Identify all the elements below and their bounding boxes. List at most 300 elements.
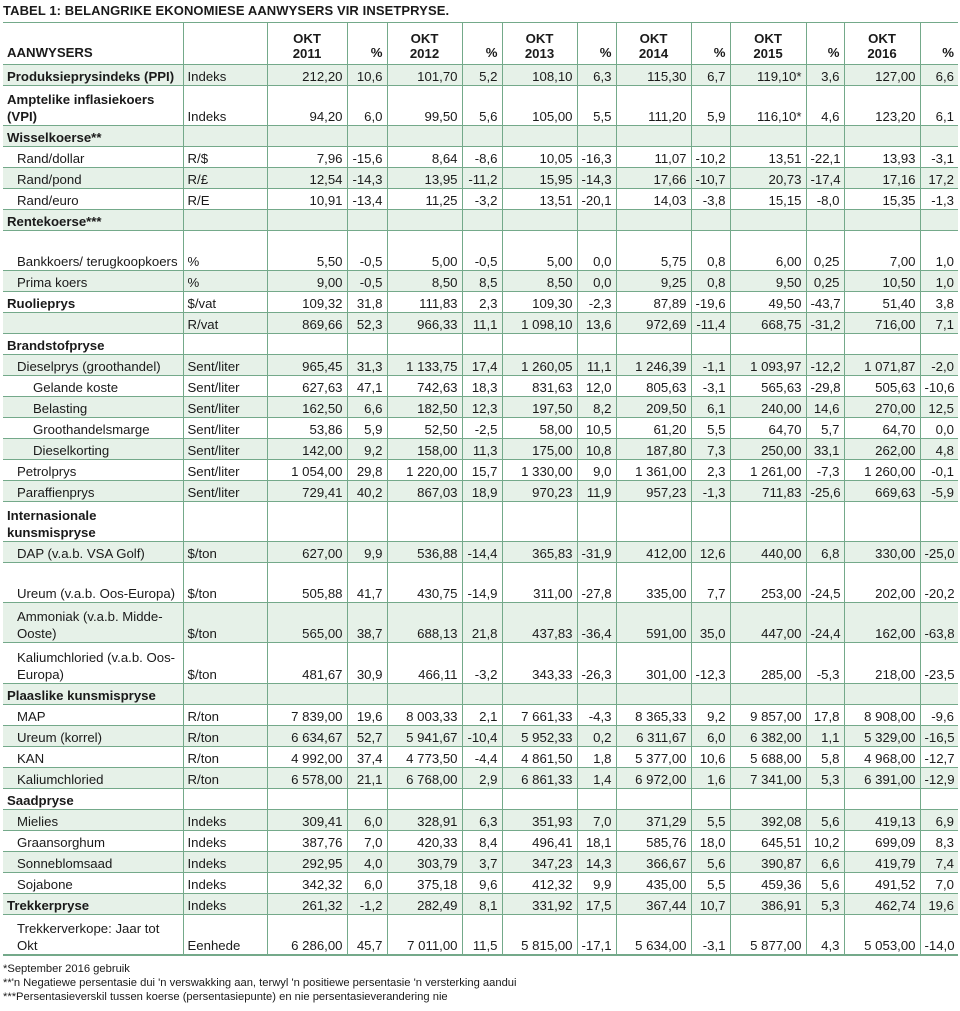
document: [3, 0, 957, 1004]
percent-cell: 8,2: [577, 397, 616, 418]
percent-cell: -0,5: [347, 271, 387, 292]
value-cell: 61,20: [616, 418, 691, 439]
percent-cell: 9,2: [691, 705, 730, 726]
percent-cell: 1,4: [577, 768, 616, 789]
percent-cell: -2,3: [577, 292, 616, 313]
header-year-value: 2012: [409, 46, 440, 61]
percent-cell: -10,6: [920, 376, 958, 397]
value-cell: 309,41: [267, 810, 347, 831]
percent-cell: 7,0: [347, 831, 387, 852]
percent-cell: [920, 334, 958, 355]
percent-cell: 4,0: [347, 852, 387, 873]
value-cell: 1 133,75: [387, 355, 462, 376]
row-unit: $/vat: [183, 292, 267, 313]
value-cell: 970,23: [502, 481, 577, 502]
row-unit: [183, 126, 267, 147]
value-cell: [616, 684, 691, 705]
value-cell: 645,51: [730, 831, 806, 852]
row-unit: Sent/liter: [183, 439, 267, 460]
value-cell: 805,63: [616, 376, 691, 397]
value-cell: 5 688,00: [730, 747, 806, 768]
row-unit: Sent/liter: [183, 397, 267, 418]
percent-cell: -12,9: [920, 768, 958, 789]
row-label: Trekkerpryse: [3, 894, 183, 915]
row-label: Kaliumchloried (v.a.b. Oos-Europa): [3, 643, 183, 684]
percent-cell: -8,0: [806, 189, 844, 210]
value-cell: [267, 210, 347, 231]
value-cell: [616, 210, 691, 231]
value-cell: 7 341,00: [730, 768, 806, 789]
value-cell: 182,50: [387, 397, 462, 418]
value-cell: [844, 684, 920, 705]
value-cell: 466,11: [387, 643, 462, 684]
percent-cell: [462, 684, 502, 705]
percent-cell: -25,0: [920, 542, 958, 563]
value-cell: 742,63: [387, 376, 462, 397]
value-cell: 116,10*: [730, 86, 806, 126]
value-cell: 11,07: [616, 147, 691, 168]
row-unit: $/ton: [183, 643, 267, 684]
percent-cell: 6,8: [806, 542, 844, 563]
table-row: [3, 894, 958, 915]
value-cell: 162,50: [267, 397, 347, 418]
row-label: Internasionale kunsmispryse: [3, 502, 183, 542]
value-cell: 387,76: [267, 831, 347, 852]
percent-cell: 0,0: [920, 418, 958, 439]
percent-cell: -19,6: [691, 292, 730, 313]
value-cell: 365,83: [502, 542, 577, 563]
header-percent: %: [691, 23, 730, 65]
table-row: [3, 643, 958, 684]
value-cell: [502, 789, 577, 810]
percent-cell: 3,6: [806, 65, 844, 86]
header-unit: [183, 23, 267, 65]
percent-cell: 4,8: [920, 439, 958, 460]
percent-cell: 2,3: [462, 292, 502, 313]
value-cell: 4 968,00: [844, 747, 920, 768]
percent-cell: -8,6: [462, 147, 502, 168]
table-row: [3, 231, 958, 271]
percent-cell: [806, 502, 844, 542]
table-row: [3, 831, 958, 852]
percent-cell: 5,3: [806, 894, 844, 915]
value-cell: 6 391,00: [844, 768, 920, 789]
value-cell: 351,93: [502, 810, 577, 831]
value-cell: 5,00: [387, 231, 462, 271]
value-cell: 311,00: [502, 563, 577, 603]
value-cell: 119,10*: [730, 65, 806, 86]
header-year-label: OKT: [525, 31, 554, 46]
value-cell: 5 941,67: [387, 726, 462, 747]
value-cell: 202,00: [844, 563, 920, 603]
value-cell: 51,40: [844, 292, 920, 313]
percent-cell: [347, 502, 387, 542]
percent-cell: -63,8: [920, 603, 958, 643]
percent-cell: 5,6: [806, 810, 844, 831]
percent-cell: 12,3: [462, 397, 502, 418]
percent-cell: [691, 684, 730, 705]
value-cell: 688,13: [387, 603, 462, 643]
value-cell: 4 773,50: [387, 747, 462, 768]
value-cell: 15,95: [502, 168, 577, 189]
percent-cell: 47,1: [347, 376, 387, 397]
value-cell: 729,41: [267, 481, 347, 502]
percent-cell: 31,3: [347, 355, 387, 376]
value-cell: 5 634,00: [616, 915, 691, 956]
value-cell: [387, 502, 462, 542]
row-label: Rand/pond: [3, 168, 183, 189]
percent-cell: -12,2: [806, 355, 844, 376]
row-label: Belasting: [3, 397, 183, 418]
value-cell: 262,00: [844, 439, 920, 460]
percent-cell: 6,0: [347, 86, 387, 126]
value-cell: 591,00: [616, 603, 691, 643]
percent-cell: [920, 502, 958, 542]
value-cell: 13,93: [844, 147, 920, 168]
percent-cell: 10,2: [806, 831, 844, 852]
row-unit: $/ton: [183, 603, 267, 643]
value-cell: 335,00: [616, 563, 691, 603]
percent-cell: 19,6: [347, 705, 387, 726]
percent-cell: 6,6: [347, 397, 387, 418]
value-cell: 1 330,00: [502, 460, 577, 481]
table-row: [3, 810, 958, 831]
percent-cell: 0,8: [691, 271, 730, 292]
percent-cell: 6,0: [347, 810, 387, 831]
header-year-label: OKT: [639, 31, 668, 46]
header-row: [3, 23, 958, 65]
row-unit: R/£: [183, 168, 267, 189]
value-cell: 99,50: [387, 86, 462, 126]
row-unit: [183, 210, 267, 231]
footnote: *September 2016 gebruik: [3, 963, 130, 975]
value-cell: 6 634,67: [267, 726, 347, 747]
row-unit: [183, 334, 267, 355]
value-cell: [730, 502, 806, 542]
percent-cell: 6,0: [691, 726, 730, 747]
value-cell: 7,96: [267, 147, 347, 168]
value-cell: 87,89: [616, 292, 691, 313]
percent-cell: 18,9: [462, 481, 502, 502]
percent-cell: 7,0: [577, 810, 616, 831]
header-percent: %: [577, 23, 616, 65]
value-cell: 158,00: [387, 439, 462, 460]
percent-cell: 38,7: [347, 603, 387, 643]
value-cell: 6 578,00: [267, 768, 347, 789]
value-cell: 430,75: [387, 563, 462, 603]
percent-cell: 1,8: [577, 747, 616, 768]
row-unit: Indeks: [183, 852, 267, 873]
value-cell: 52,50: [387, 418, 462, 439]
percent-cell: 0,8: [691, 231, 730, 271]
value-cell: [267, 684, 347, 705]
row-label: Plaaslike kunsmispryse: [3, 684, 183, 705]
value-cell: 13,51: [502, 189, 577, 210]
value-cell: 481,67: [267, 643, 347, 684]
percent-cell: 17,8: [806, 705, 844, 726]
percent-cell: [347, 126, 387, 147]
percent-cell: 6,3: [462, 810, 502, 831]
percent-cell: 14,6: [806, 397, 844, 418]
percent-cell: -17,4: [806, 168, 844, 189]
value-cell: 371,29: [616, 810, 691, 831]
percent-cell: [347, 789, 387, 810]
percent-cell: 11,3: [462, 439, 502, 460]
value-cell: 5 053,00: [844, 915, 920, 956]
percent-cell: 8,1: [462, 894, 502, 915]
value-cell: [387, 334, 462, 355]
value-cell: [844, 210, 920, 231]
value-cell: 419,79: [844, 852, 920, 873]
value-cell: 386,91: [730, 894, 806, 915]
value-cell: 1 361,00: [616, 460, 691, 481]
value-cell: 301,00: [616, 643, 691, 684]
value-cell: 8,64: [387, 147, 462, 168]
percent-cell: 12,0: [577, 376, 616, 397]
row-label: Paraffienprys: [3, 481, 183, 502]
value-cell: 1 246,39: [616, 355, 691, 376]
value-cell: 111,20: [616, 86, 691, 126]
value-cell: [502, 210, 577, 231]
value-cell: 505,88: [267, 563, 347, 603]
value-cell: 127,00: [844, 65, 920, 86]
row-label: MAP: [3, 705, 183, 726]
percent-cell: 7,4: [920, 852, 958, 873]
row-unit: R/ton: [183, 705, 267, 726]
percent-cell: 13,6: [577, 313, 616, 334]
percent-cell: -29,8: [806, 376, 844, 397]
footnote: ***Persentasieverskil tussen koerse (persentasiepunte) en nie persentasieverandering nie: [3, 991, 448, 1003]
value-cell: 49,50: [730, 292, 806, 313]
percent-cell: -0,1: [920, 460, 958, 481]
row-unit: Eenhede: [183, 915, 267, 956]
percent-cell: -24,4: [806, 603, 844, 643]
row-label: Rentekoerse***: [3, 210, 183, 231]
percent-cell: 5,7: [806, 418, 844, 439]
value-cell: 285,00: [730, 643, 806, 684]
row-unit: Sent/liter: [183, 481, 267, 502]
percent-cell: 1,0: [920, 271, 958, 292]
row-unit: R/E: [183, 189, 267, 210]
row-unit: Indeks: [183, 810, 267, 831]
table-row: [3, 789, 958, 810]
value-cell: 412,32: [502, 873, 577, 894]
table-row: [3, 86, 958, 126]
percent-cell: 17,5: [577, 894, 616, 915]
row-unit: Sent/liter: [183, 355, 267, 376]
percent-cell: 6,1: [691, 397, 730, 418]
row-label: Dieselkorting: [3, 439, 183, 460]
percent-cell: -10,2: [691, 147, 730, 168]
value-cell: 6 382,00: [730, 726, 806, 747]
percent-cell: -3,2: [462, 643, 502, 684]
value-cell: 669,63: [844, 481, 920, 502]
percent-cell: [806, 789, 844, 810]
value-cell: 5,50: [267, 231, 347, 271]
header-year: [502, 23, 577, 65]
table-row: [3, 168, 958, 189]
row-label: Wisselkoerse**: [3, 126, 183, 147]
value-cell: 627,63: [267, 376, 347, 397]
percent-cell: [577, 334, 616, 355]
percent-cell: -10,4: [462, 726, 502, 747]
header-year-value: 2013: [524, 46, 555, 61]
value-cell: 1 260,05: [502, 355, 577, 376]
value-cell: 187,80: [616, 439, 691, 460]
header-year: [267, 23, 347, 65]
percent-cell: 11,1: [462, 313, 502, 334]
percent-cell: [691, 502, 730, 542]
percent-cell: -10,7: [691, 168, 730, 189]
value-cell: 6,00: [730, 231, 806, 271]
table-row: [3, 292, 958, 313]
table-row: [3, 563, 958, 603]
percent-cell: [462, 334, 502, 355]
percent-cell: [806, 210, 844, 231]
percent-cell: [462, 789, 502, 810]
percent-cell: -43,7: [806, 292, 844, 313]
row-unit: Sent/liter: [183, 418, 267, 439]
row-label: Rand/euro: [3, 189, 183, 210]
value-cell: 53,86: [267, 418, 347, 439]
percent-cell: -12,3: [691, 643, 730, 684]
table-row: [3, 684, 958, 705]
value-cell: 209,50: [616, 397, 691, 418]
header-percent: %: [462, 23, 502, 65]
percent-cell: 6,0: [347, 873, 387, 894]
row-label: Ruolieprys: [3, 292, 183, 313]
value-cell: 13,95: [387, 168, 462, 189]
row-label: Kaliumchloried: [3, 768, 183, 789]
percent-cell: [806, 684, 844, 705]
value-cell: [267, 334, 347, 355]
value-cell: 440,00: [730, 542, 806, 563]
footnotes: [3, 962, 957, 1004]
percent-cell: -4,4: [462, 747, 502, 768]
percent-cell: 11,5: [462, 915, 502, 956]
value-cell: 957,23: [616, 481, 691, 502]
value-cell: 668,75: [730, 313, 806, 334]
table-row: [3, 397, 958, 418]
percent-cell: -27,8: [577, 563, 616, 603]
table-row: [3, 747, 958, 768]
percent-cell: -3,1: [920, 147, 958, 168]
value-cell: 435,00: [616, 873, 691, 894]
value-cell: 17,66: [616, 168, 691, 189]
percent-cell: [920, 210, 958, 231]
value-cell: 253,00: [730, 563, 806, 603]
percent-cell: -20,2: [920, 563, 958, 603]
percent-cell: -1,3: [691, 481, 730, 502]
value-cell: 10,91: [267, 189, 347, 210]
value-cell: 250,00: [730, 439, 806, 460]
percent-cell: 7,0: [920, 873, 958, 894]
value-cell: [730, 789, 806, 810]
table-row: [3, 334, 958, 355]
value-cell: 109,32: [267, 292, 347, 313]
row-label: Brandstofpryse: [3, 334, 183, 355]
value-cell: 175,00: [502, 439, 577, 460]
percent-cell: 0,0: [577, 271, 616, 292]
value-cell: 392,08: [730, 810, 806, 831]
value-cell: 447,00: [730, 603, 806, 643]
percent-cell: 5,2: [462, 65, 502, 86]
percent-cell: -16,3: [577, 147, 616, 168]
percent-cell: 33,1: [806, 439, 844, 460]
table-row: [3, 481, 958, 502]
percent-cell: [691, 334, 730, 355]
row-unit: Indeks: [183, 831, 267, 852]
value-cell: [730, 210, 806, 231]
value-cell: 64,70: [844, 418, 920, 439]
header-year-label: OKT: [293, 31, 321, 46]
percent-cell: -23,5: [920, 643, 958, 684]
value-cell: 375,18: [387, 873, 462, 894]
row-label: Amptelike inflasiekoers (VPI): [3, 86, 183, 126]
row-unit: [183, 789, 267, 810]
header-year-value: 2014: [638, 46, 669, 61]
table-row: [3, 502, 958, 542]
value-cell: 390,87: [730, 852, 806, 873]
value-cell: 8 003,33: [387, 705, 462, 726]
value-cell: 831,63: [502, 376, 577, 397]
value-cell: 4 992,00: [267, 747, 347, 768]
value-cell: 867,03: [387, 481, 462, 502]
row-label: Dieselprys (groothandel): [3, 355, 183, 376]
value-cell: 367,44: [616, 894, 691, 915]
percent-cell: -16,5: [920, 726, 958, 747]
value-cell: 6 768,00: [387, 768, 462, 789]
row-unit: Indeks: [183, 873, 267, 894]
value-cell: [387, 789, 462, 810]
value-cell: [616, 502, 691, 542]
percent-cell: -1,1: [691, 355, 730, 376]
header-year: [387, 23, 462, 65]
indicators-table: [3, 22, 958, 956]
percent-cell: 18,0: [691, 831, 730, 852]
row-unit: Indeks: [183, 86, 267, 126]
row-label: Prima koers: [3, 271, 183, 292]
value-cell: 240,00: [730, 397, 806, 418]
value-cell: 869,66: [267, 313, 347, 334]
header-year-value: 2011: [292, 46, 322, 61]
percent-cell: -13,4: [347, 189, 387, 210]
value-cell: 9,25: [616, 271, 691, 292]
percent-cell: [577, 684, 616, 705]
value-cell: 328,91: [387, 810, 462, 831]
percent-cell: 5,3: [806, 768, 844, 789]
percent-cell: 12,5: [920, 397, 958, 418]
percent-cell: 29,8: [347, 460, 387, 481]
value-cell: 366,67: [616, 852, 691, 873]
percent-cell: 4,3: [806, 915, 844, 956]
percent-cell: -2,5: [462, 418, 502, 439]
percent-cell: 9,2: [347, 439, 387, 460]
row-label: DAP (v.a.b. VSA Golf): [3, 542, 183, 563]
value-cell: 282,49: [387, 894, 462, 915]
percent-cell: -31,9: [577, 542, 616, 563]
value-cell: [730, 126, 806, 147]
value-cell: [730, 334, 806, 355]
percent-cell: 5,5: [577, 86, 616, 126]
percent-cell: 31,8: [347, 292, 387, 313]
table-row: [3, 603, 958, 643]
row-label: Gelande koste: [3, 376, 183, 397]
percent-cell: -3,8: [691, 189, 730, 210]
percent-cell: 0,2: [577, 726, 616, 747]
value-cell: 1 220,00: [387, 460, 462, 481]
row-unit: Sent/liter: [183, 460, 267, 481]
